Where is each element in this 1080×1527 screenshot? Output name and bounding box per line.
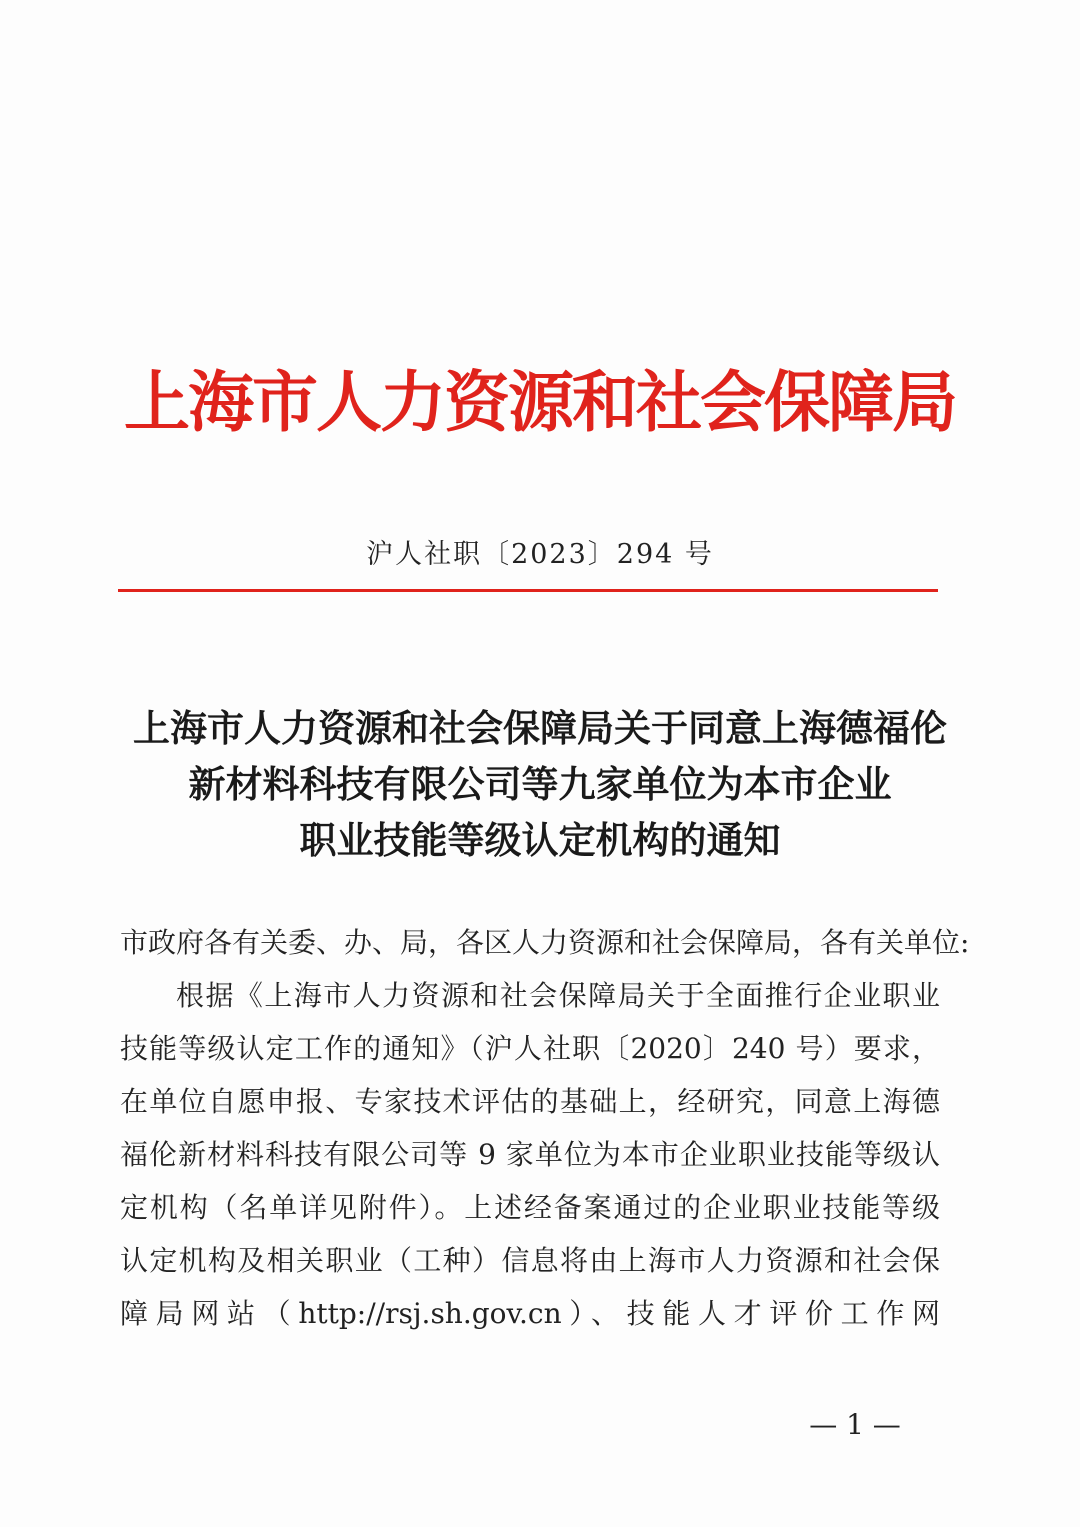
agency-header: 上海市人力资源和社会保障局 [124, 363, 956, 441]
title-line: 上海市人力资源和社会保障局关于同意上海德福伦 [133, 706, 947, 750]
body-line: 在单位自愿申报、专家技术评估的基础上，经研究，同意上海德 [120, 1085, 940, 1118]
body-line: 技能等级认定工作的通知》（沪人社职〔2020〕240 号）要求， [120, 1032, 940, 1065]
page-number: — 1 — [809, 1408, 901, 1441]
body-line: 障局网站（http://rsj.sh.gov.cn）、技能人才评价工作网 [120, 1297, 940, 1330]
red-divider-line [118, 589, 938, 592]
notice-title [90, 700, 990, 868]
body-line: 认定机构及相关职业（工种）信息将由上海市人力资源和社会保 [120, 1244, 940, 1277]
salutation-line: 市政府各有关委、办、局，各区人力资源和社会保障局，各有关单位: [120, 926, 970, 959]
title-line: 新材料科技有限公司等九家单位为本市企业 [188, 762, 892, 806]
body-line: 定机构（名单详见附件）。上述经备案通过的企业职业技能等级 [120, 1191, 940, 1224]
notice-body [120, 916, 970, 1340]
body-line: 根据《上海市人力资源和社会保障局关于全面推行企业职业 [176, 979, 940, 1012]
document-number: 沪人社职〔2023〕294 号 [366, 539, 714, 570]
title-line: 职业技能等级认定机构的通知 [299, 818, 781, 862]
body-line: 福伦新材料科技有限公司等 9 家单位为本市企业职业技能等级认 [120, 1138, 940, 1171]
